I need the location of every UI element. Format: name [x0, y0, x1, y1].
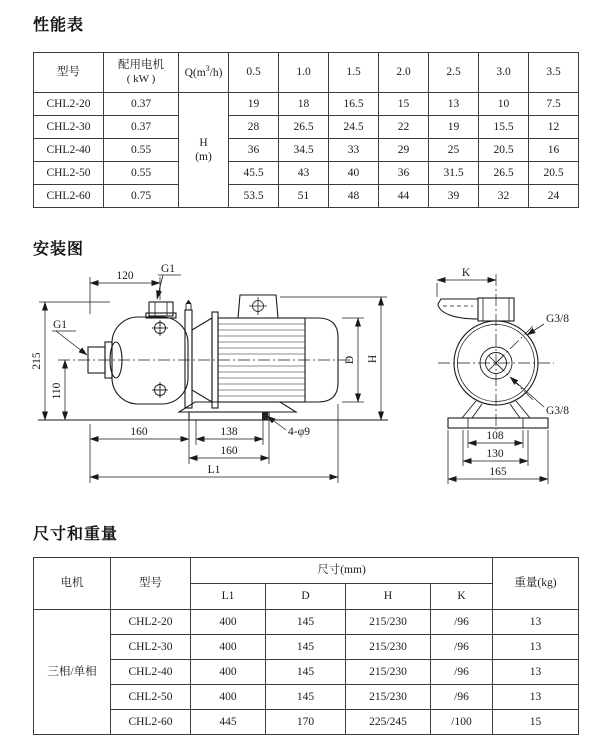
- discharge-spout: [438, 299, 478, 319]
- dims-model: CHL2-30: [111, 635, 191, 660]
- perf-value: 12: [529, 116, 579, 139]
- dims-weight: 15: [493, 710, 579, 735]
- dim-160-mid-label: 160: [220, 445, 238, 457]
- perf-value: 36: [229, 139, 279, 162]
- perf-header-motor-line2: ( kW ): [126, 73, 156, 86]
- perf-value: 29: [379, 139, 429, 162]
- perf-value: 48: [329, 185, 379, 208]
- dims-weight: 13: [493, 685, 579, 710]
- table-row: [34, 116, 579, 139]
- perf-header-flow-5: 3.0: [479, 53, 529, 93]
- bolt-note-label: 4-φ9: [288, 426, 310, 438]
- perf-header-flow-4: 2.5: [429, 53, 479, 93]
- perf-power: 0.55: [104, 162, 179, 185]
- dims-l1: 400: [191, 635, 266, 660]
- side-view-labels: [31, 263, 379, 476]
- perf-header-flow-sup: 3: [205, 64, 210, 74]
- perf-header-flow-0: 0.5: [229, 53, 279, 93]
- table-row: [34, 185, 579, 208]
- port-g1-inlet-label: G1: [53, 319, 68, 331]
- perf-value: 36: [379, 162, 429, 185]
- perf-value: 53.5: [229, 185, 279, 208]
- perf-value: 40: [329, 162, 379, 185]
- perf-model: CHL2-50: [34, 162, 104, 185]
- dim-d-label: D: [344, 355, 356, 365]
- dims-k: /96: [431, 610, 493, 635]
- perf-value: 13: [429, 93, 479, 116]
- perf-value: 19: [229, 93, 279, 116]
- table-row: [34, 139, 579, 162]
- perf-value: 16: [529, 139, 579, 162]
- perf-header-motor: [104, 53, 179, 93]
- perf-value: 26.5: [479, 162, 529, 185]
- table-row: [34, 710, 579, 735]
- dimensions-section-title: 尺寸和重量: [33, 526, 119, 543]
- dim-215-label: 215: [31, 352, 43, 370]
- perf-value: 51: [279, 185, 329, 208]
- table-row: [34, 685, 579, 710]
- port-g1-top-label: G1: [161, 263, 176, 275]
- perf-value: 24: [529, 185, 579, 208]
- motor-type-cell: 三相/单相: [34, 610, 111, 735]
- dims-d: 145: [266, 610, 346, 635]
- installation-drawing: [30, 258, 612, 500]
- dim-h-label: H: [367, 354, 379, 364]
- perf-model: CHL2-60: [34, 185, 104, 208]
- perf-model: CHL2-20: [34, 93, 104, 116]
- dims-d: 145: [266, 635, 346, 660]
- dims-header-group: 尺寸(mm): [191, 558, 493, 584]
- dim-130-label: 130: [486, 448, 504, 460]
- dims-h: 215/230: [346, 635, 431, 660]
- dims-header-k: K: [431, 584, 493, 610]
- dims-header-d: D: [266, 584, 346, 610]
- perf-header-flow-6: 3.5: [529, 53, 579, 93]
- foot-plate: [189, 412, 269, 420]
- perf-power: 0.55: [104, 139, 179, 162]
- dims-weight: 13: [493, 635, 579, 660]
- installation-section-title: 安装图: [33, 241, 85, 258]
- perf-header-flow-2: 1.5: [329, 53, 379, 93]
- performance-table: [33, 52, 579, 208]
- perf-header-model: 型号: [34, 53, 104, 93]
- dim-165-label: 165: [489, 466, 507, 478]
- dim-108-label: 108: [486, 430, 504, 442]
- perf-value: 26.5: [279, 116, 329, 139]
- table-row: [34, 660, 579, 685]
- dims-l1: 445: [191, 710, 266, 735]
- perf-value: 22: [379, 116, 429, 139]
- perf-value: 28: [229, 116, 279, 139]
- dims-h: 215/230: [346, 660, 431, 685]
- dims-k: /100: [431, 710, 493, 735]
- perf-value: 20.5: [529, 162, 579, 185]
- terminal-box-screw: [249, 297, 267, 315]
- perf-header-motor-line1: 配用电机: [118, 58, 164, 71]
- perf-value: 19: [429, 116, 479, 139]
- performance-section-title: 性能表: [33, 17, 85, 34]
- perf-power: 0.37: [104, 116, 179, 139]
- pump-casing: [112, 317, 188, 404]
- perf-value: 18: [279, 93, 329, 116]
- perf-power: 0.37: [104, 93, 179, 116]
- dims-model: CHL2-20: [111, 610, 191, 635]
- perf-header-flow-3: 2.0: [379, 53, 429, 93]
- dims-model: CHL2-60: [111, 710, 191, 735]
- dims-l1: 400: [191, 660, 266, 685]
- port-g38-lower-label: G3/8: [546, 405, 569, 417]
- side-view-dimensions: [39, 275, 387, 483]
- perf-head-unit-cell: H (m): [179, 93, 229, 208]
- perf-model: CHL2-40: [34, 139, 104, 162]
- dims-k: /96: [431, 685, 493, 710]
- perf-value: 15.5: [479, 116, 529, 139]
- dims-k: /96: [431, 660, 493, 685]
- performance-header-row: [34, 53, 579, 93]
- dims-header-motor: 电机: [34, 558, 111, 610]
- perf-value: 34.5: [279, 139, 329, 162]
- perf-value: 31.5: [429, 162, 479, 185]
- dims-model: CHL2-40: [111, 660, 191, 685]
- foot-plate-end: [448, 418, 548, 428]
- table-row: [34, 635, 579, 660]
- perf-value: 25: [429, 139, 479, 162]
- dims-d: 145: [266, 685, 346, 710]
- dims-h: 225/245: [346, 710, 431, 735]
- dims-k: /96: [431, 635, 493, 660]
- dims-h: 215/230: [346, 610, 431, 635]
- perf-value: 32: [479, 185, 529, 208]
- perf-value: 20.5: [479, 139, 529, 162]
- perf-value: 39: [429, 185, 479, 208]
- perf-value: 15: [379, 93, 429, 116]
- perf-value: 7.5: [529, 93, 579, 116]
- dims-header-h: H: [346, 584, 431, 610]
- perf-value: 44: [379, 185, 429, 208]
- perf-header-flow-1: 1.0: [279, 53, 329, 93]
- perf-value: 43: [279, 162, 329, 185]
- dims-l1: 400: [191, 685, 266, 710]
- dim-160-left-label: 160: [130, 426, 148, 438]
- perf-value: 10: [479, 93, 529, 116]
- dims-weight: 13: [493, 610, 579, 635]
- dim-k-label: K: [461, 267, 471, 279]
- perf-value: 24.5: [329, 116, 379, 139]
- perf-model: CHL2-30: [34, 116, 104, 139]
- pump-side-view: [38, 295, 388, 420]
- dims-model: CHL2-50: [111, 685, 191, 710]
- dims-h: 215/230: [346, 685, 431, 710]
- dims-d: 170: [266, 710, 346, 735]
- table-row: [34, 610, 579, 635]
- dims-header-weight: 重量(kg): [493, 558, 579, 610]
- perf-power: 0.75: [104, 185, 179, 208]
- table-row: [34, 93, 579, 116]
- dims-header-model: 型号: [111, 558, 191, 610]
- dimensions-table: [33, 557, 579, 735]
- casing-plug-upper: [152, 320, 168, 336]
- dim-110-label: 110: [51, 382, 63, 400]
- casing-plug-lower: [152, 382, 168, 398]
- table-row: [34, 162, 579, 185]
- dim-l1-label: L1: [207, 464, 221, 476]
- perf-header-flow-unit: $Q(m^3/h)$: [179, 53, 229, 93]
- port-g38-upper-label: G3/8: [546, 313, 569, 325]
- dims-weight: 13: [493, 660, 579, 685]
- perf-value: 33: [329, 139, 379, 162]
- perf-value: 16.5: [329, 93, 379, 116]
- dims-l1: 400: [191, 610, 266, 635]
- dimensions-header-row-1: [34, 558, 579, 584]
- dim-120-label: 120: [116, 270, 134, 282]
- dim-138-label: 138: [220, 426, 238, 438]
- top-port: [149, 302, 173, 316]
- dims-d: 145: [266, 660, 346, 685]
- dims-header-l1: L1: [191, 584, 266, 610]
- base-skirt: [179, 402, 296, 412]
- perf-value: 45.5: [229, 162, 279, 185]
